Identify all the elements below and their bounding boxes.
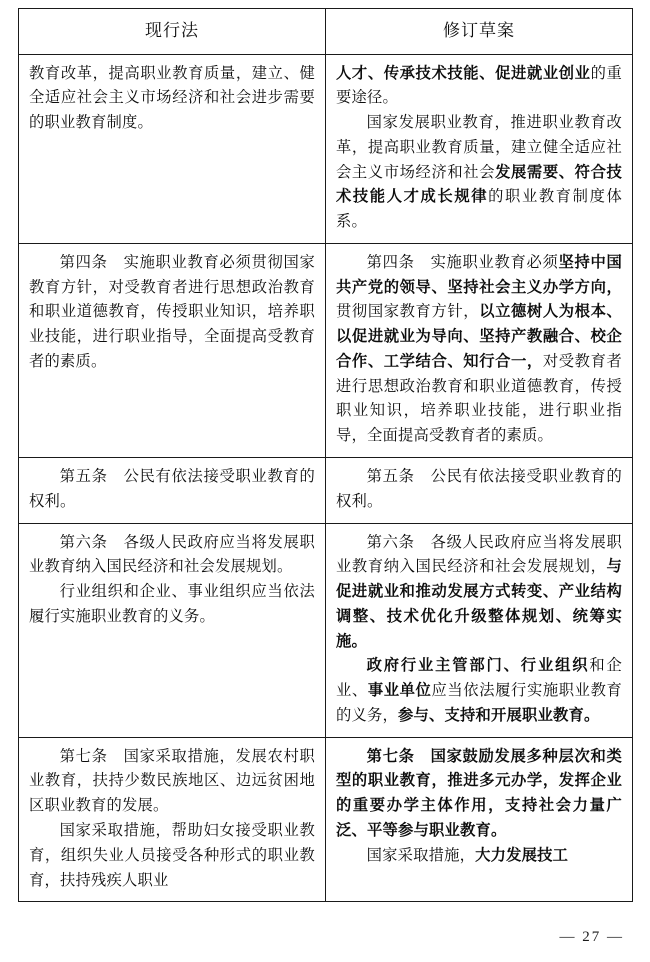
amended-text: 技工 <box>537 846 569 864</box>
cell-revision-draft <box>326 243 633 457</box>
paragraph <box>29 62 315 136</box>
column-header-revision-draft: 修订草案 <box>326 9 633 55</box>
paragraph <box>336 62 622 112</box>
amended-text: 发展需要、符合技术技能人才成长规律 <box>336 163 622 206</box>
paragraph <box>336 111 622 235</box>
body-text: 对受教育者进行思想政治教育和职业道德教育，传授职业知识，培养职业技能，进行职业指导，全面提高受教育者的素质。 <box>336 352 622 445</box>
cell-current-law <box>19 243 326 457</box>
cell-current-law <box>19 737 326 902</box>
body-text: 应当依法履行实施职业教育的义务， <box>336 682 622 724</box>
law-comparison-table <box>18 8 633 902</box>
paragraph <box>29 251 315 375</box>
paragraph <box>29 819 315 893</box>
body-text: 第六条 各级人民政府应当将发展职业教育纳入国民经济和社会发展规划， <box>336 533 622 576</box>
amended-text: 大力发展 <box>475 846 538 864</box>
body-text: 行业组织和企业、事业组织应当依法履行实施职业教育的义务。 <box>29 583 315 625</box>
amended-text: 政府行业主管部门、行业组织 <box>366 657 590 675</box>
column-header-current-law: 现行法 <box>19 9 326 55</box>
amended-text: 事业单位 <box>367 682 432 700</box>
body-text: 贯彻国家教育方针， <box>336 303 480 321</box>
amended-text: 以立德树人为根本、以促进就业为导向、坚持产教融合、校企合作、工学结合、知行合一， <box>336 303 622 370</box>
body-text: 国家发展职业教育，推进职业教育改革，提高职业教育质量，建立健全适应社会主义市场经济和社会 <box>336 114 622 181</box>
paragraph <box>336 844 622 869</box>
body-text: 第七条 国家采取措施，发展农村职业教育，扶持少数民族地区、边远贫困地区职业教育的发展。 <box>29 747 315 815</box>
amended-text: 人才、传承技术技能、促进就业创业 <box>336 64 591 82</box>
table-body <box>19 54 633 902</box>
body-text: 第四条 实施职业教育必须 <box>366 253 559 271</box>
amended-text: 第七条 国家鼓励发展多种层次和类型的职业教育，推进多元办学，发挥企业的重要办学主体作用，支持社会力量广泛、平等参与职业教育。 <box>336 747 622 839</box>
body-text: 和企业、 <box>336 657 622 700</box>
paragraph <box>29 465 315 515</box>
paragraph <box>336 251 622 449</box>
paragraph <box>336 531 622 655</box>
cell-revision-draft <box>326 523 633 737</box>
table-row <box>19 458 633 524</box>
table-row <box>19 54 633 243</box>
body-text: 第四条 实施职业教育必须贯彻国家教育方针，对受教育者进行思想政治教育和职业道德教育，传授职业知识，培养职业技能，进行职业指导，全面提高受教育者的素质。 <box>29 253 315 370</box>
table-row <box>19 523 633 737</box>
body-text: 第五条 公民有依法接受职业教育的权利。 <box>336 468 622 510</box>
body-text: 国家采取措施，帮助妇女接受职业教育，组织失业人员接受各种形式的职业教育，扶持残疾人职业 <box>29 821 315 889</box>
amended-text: 参与、支持和开展职业教育。 <box>398 706 600 724</box>
paragraph <box>29 745 315 819</box>
cell-current-law <box>19 458 326 524</box>
body-text: 第六条 各级人民政府应当将发展职业教育纳入国民经济和社会发展规划。 <box>29 533 315 576</box>
body-text: 的职业教育制度体系。 <box>336 188 622 231</box>
amended-text: 与促进就业和推动发展方式转变、产业结构调整、技术优化升级整体规划、统筹实施。 <box>336 558 622 650</box>
paragraph <box>336 654 622 728</box>
body-text: 的重要途径。 <box>336 64 623 107</box>
body-text: 第五条 公民有依法接受职业教育的权利。 <box>29 468 315 510</box>
table-header-row <box>19 9 633 55</box>
paragraph <box>29 580 315 630</box>
body-text: 国家采取措施， <box>366 846 476 864</box>
page-number: — 27 — <box>559 929 624 945</box>
paragraph <box>29 531 315 581</box>
paragraph <box>336 465 622 515</box>
table-row <box>19 737 633 902</box>
cell-revision-draft <box>326 458 633 524</box>
cell-current-law <box>19 54 326 243</box>
cell-revision-draft <box>326 737 633 902</box>
paragraph <box>336 745 622 844</box>
cell-current-law <box>19 523 326 737</box>
amended-text: 坚持中国共产党的领导、坚持社会主义办学方向， <box>336 253 622 296</box>
body-text: 教育改革，提高职业教育质量，建立、健全适应社会主义市场经济和社会进步需要的职业教育制度。 <box>29 64 315 132</box>
table-row <box>19 243 633 457</box>
cell-revision-draft <box>326 54 633 243</box>
